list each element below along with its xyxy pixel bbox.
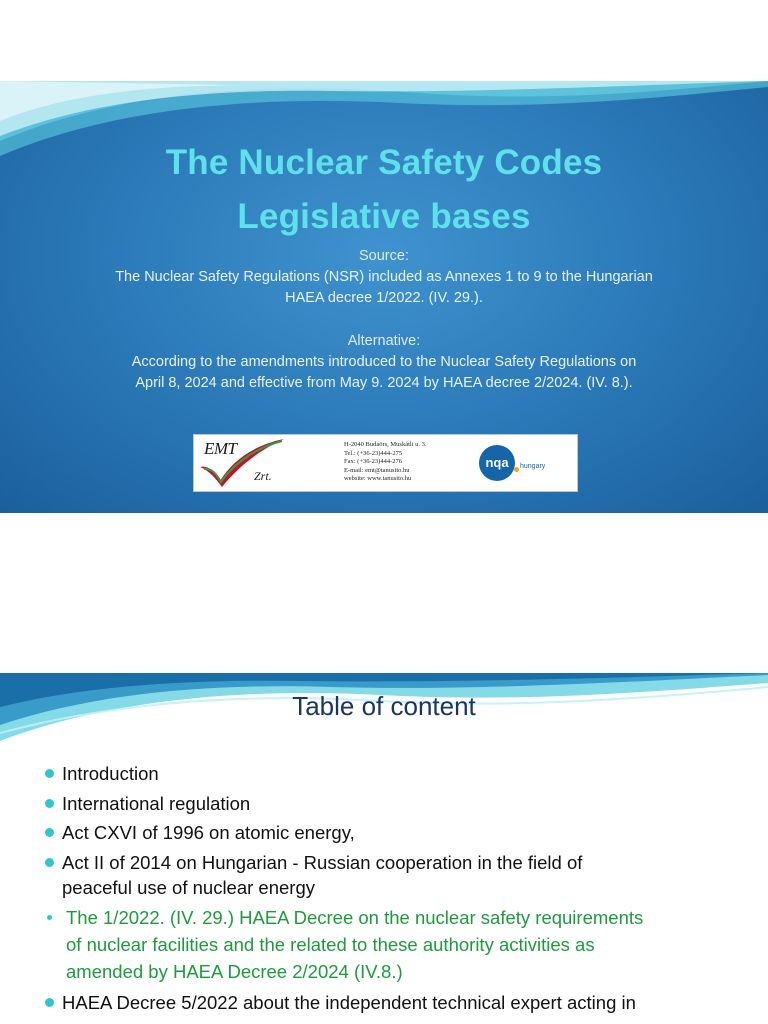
logo-banner <box>193 434 578 492</box>
alternative-block <box>20 331 748 394</box>
table-of-content-slide <box>0 673 768 1024</box>
nqa-logo: nqa <box>479 445 515 481</box>
list-item-line: The 1/2022. (IV. 29.) HAEA Decree on the nuclear safety requirements <box>66 907 644 928</box>
contact-fax: Fax: (+36-23)444-276 <box>344 458 403 465</box>
contact-address: H-2040 Budaörs, Muskátli u. 3. <box>344 441 427 448</box>
bullet-icon <box>45 799 54 808</box>
source-block <box>20 246 748 309</box>
source-label: Source: <box>359 248 409 264</box>
title-line-1: The Nuclear Safety Codes <box>165 143 603 182</box>
list-item-text <box>62 990 636 1015</box>
list-item-text <box>62 820 355 845</box>
list-item-text <box>66 904 643 985</box>
list-item-text <box>62 791 250 816</box>
contact-website: website: www.tanusito.hu <box>344 475 412 482</box>
alternative-line-1: According to the amendments introduced to the Nuclear Safety Regulations on <box>131 354 637 370</box>
list-item-line: amended by HAEA Decree 2/2024 (IV.8.) <box>66 961 403 982</box>
bullet-icon <box>45 858 54 867</box>
title-line-2: Legislative bases <box>237 197 531 236</box>
list-item-text <box>62 850 582 900</box>
zrt-logo-text: Zrt. <box>254 469 272 483</box>
alternative-label: Alternative: <box>347 333 421 349</box>
list-item-line: Introduction <box>62 763 159 784</box>
alternative-line-2: April 8, 2024 and effective from May 9. 2024 by HAEA decree 2/2024. (IV. 8.). <box>135 375 633 391</box>
bullet-icon <box>45 769 54 778</box>
bullet-icon <box>47 915 52 920</box>
list-item-line: peaceful use of nuclear energy <box>62 877 316 898</box>
source-line-2: HAEA decree 1/2022. (IV. 29.). <box>285 290 483 306</box>
list-item-line: Act II of 2014 on Hungarian - Russian cooperation in the field of <box>62 852 583 873</box>
source-line-1: The Nuclear Safety Regulations (NSR) included as Annexes 1 to 9 to the Hungarian <box>115 269 653 285</box>
contact-details <box>344 441 427 484</box>
list-item-line: HAEA Decree 5/2022 about the independent technical expert acting in <box>62 992 636 1013</box>
contact-phone: Tel.: (+36-23)444-275 <box>344 449 403 457</box>
slide-title: Table of content <box>292 691 476 721</box>
contact-email: E-mail: emt@tanusito.hu <box>344 466 410 474</box>
list-item-text <box>62 761 159 786</box>
title-slide <box>0 81 768 513</box>
bullet-icon <box>45 998 54 1007</box>
bullet-icon <box>45 828 54 837</box>
list-item-line: of nuclear facilities and the related to these authority activities as <box>66 934 595 955</box>
list-item-line: Act CXVI of 1996 on atomic energy, <box>62 822 355 843</box>
slide-title <box>0 136 768 244</box>
emt-logo-text: EMT <box>204 439 237 458</box>
nqa-country-text: hungary <box>520 463 546 470</box>
nqa-dot-icon <box>514 467 519 472</box>
list-item-line: International regulation <box>62 793 251 814</box>
